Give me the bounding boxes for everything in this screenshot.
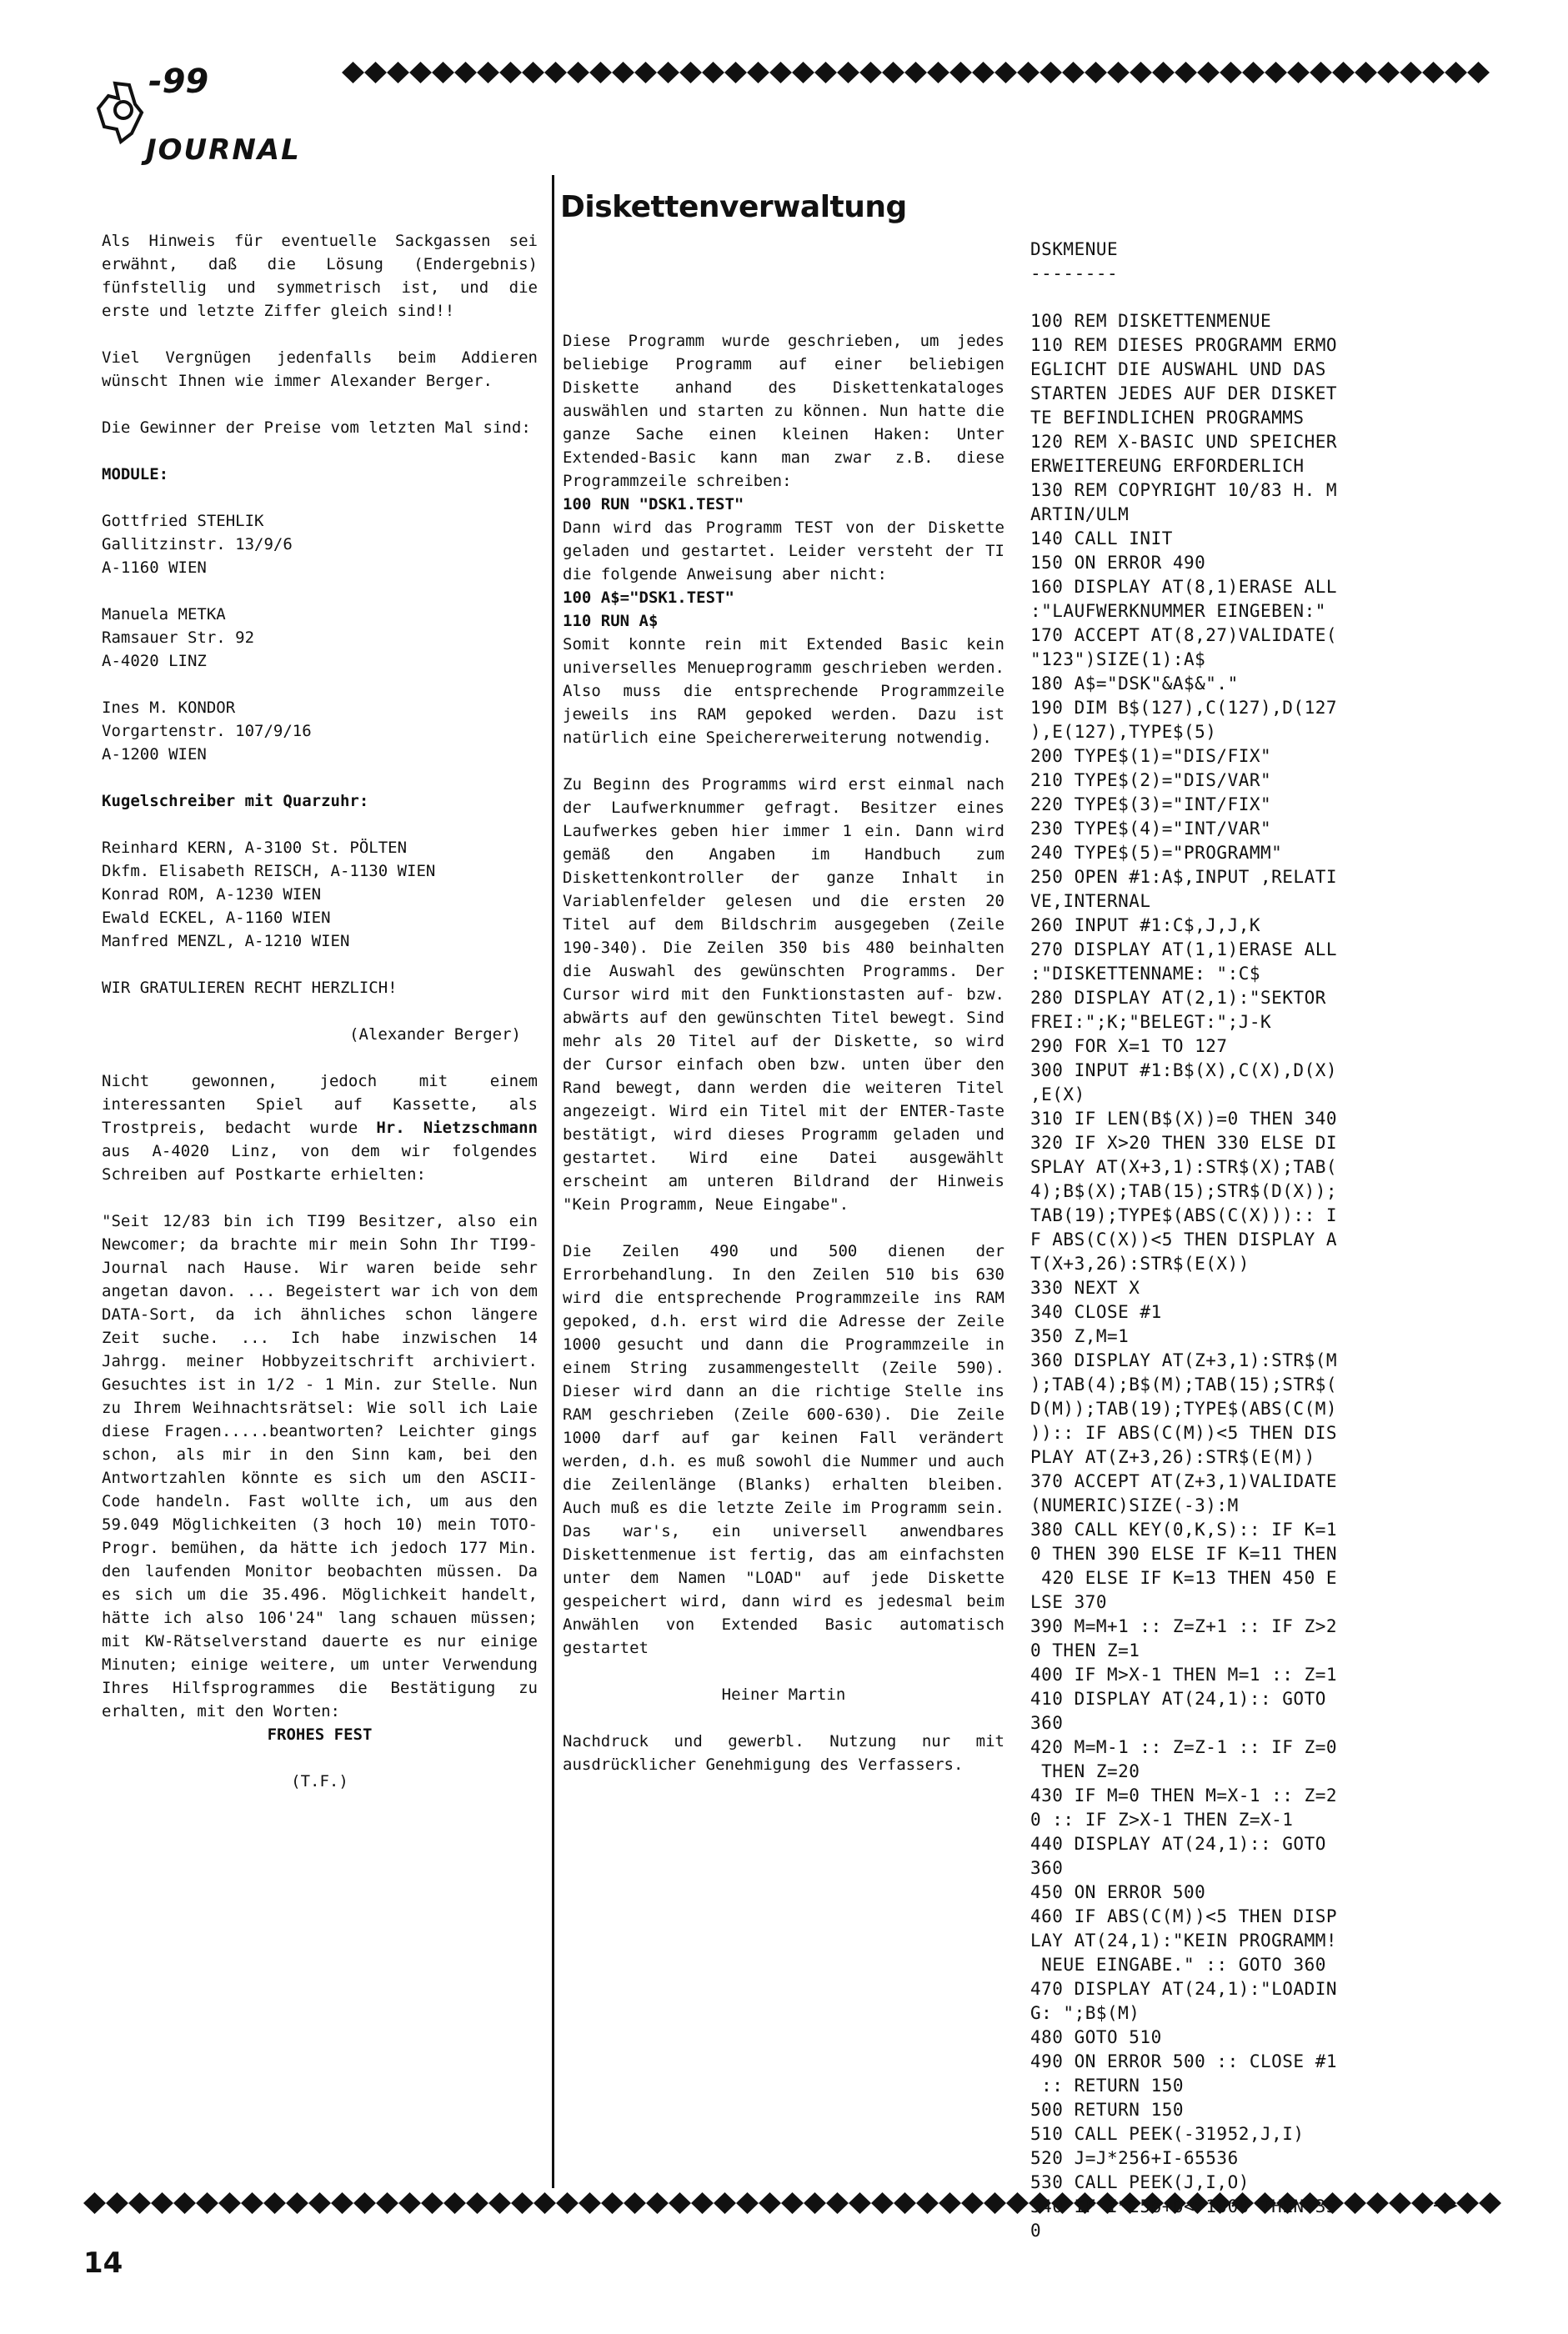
diamond-mark xyxy=(871,2192,894,2214)
diamond-mark xyxy=(151,2192,173,2214)
listing-line: D(M));TAB(19);TYPE$(ABS(C(M) xyxy=(1030,1399,1338,1419)
article-paragraph-1: Diese Programm wurde geschrieben, um jedes beliebige Programm auf einer beliebigen Diskette anhand des Diskettenkataloges auswählen und starten zu können. Nun hatte die ganze Sache einen kleinen Haken: Unter Extended-Basic kann man zwar z.B. diese Programmzeile schreiben: xyxy=(563,332,1014,490)
listing-line: 540 IF I*256+O<>1000 THEN 35 xyxy=(1030,2196,1338,2216)
code-snippet-2: 100 A$="DSK1.TEST" xyxy=(563,589,734,607)
continue-arrow-icon: —▸ xyxy=(1434,2192,1460,2217)
diamond-mark xyxy=(1400,62,1422,83)
diamond-mark xyxy=(939,2192,961,2214)
diamond-mark xyxy=(634,62,657,83)
listing-line: 210 TYPE$(2)="DIS/VAR" xyxy=(1030,770,1272,790)
middle-column xyxy=(563,329,1014,1776)
diamond-mark xyxy=(859,62,882,83)
listing-line: 420 ELSE IF K=13 THEN 450 E xyxy=(1030,1568,1338,1588)
listing-line: 420 M=M-1 :: Z=Z-1 :: IF Z=0 xyxy=(1030,1737,1338,1757)
listing-line: 510 CALL PEEK(-31952,J,I) xyxy=(1030,2124,1305,2144)
listing-line: 350 Z,M=1 xyxy=(1030,1326,1130,1346)
listing-line: 170 ACCEPT AT(8,27)VALIDATE( xyxy=(1030,625,1338,645)
diamond-mark xyxy=(522,62,544,83)
listing-line: VE,INTERNAL xyxy=(1030,891,1151,911)
listing-line: LAY AT(24,1):"KEIN PROGRAMM! xyxy=(1030,1931,1338,1951)
listing-line: :: RETURN 150 xyxy=(1030,2076,1185,2096)
congrats-line: WIR GRATULIEREN RECHT HERZLICH! xyxy=(102,979,398,997)
diamond-mark xyxy=(702,62,724,83)
listing-line: 110 REM DIESES PROGRAMM ERMO xyxy=(1030,335,1338,355)
module-heading: MODULE: xyxy=(102,465,169,483)
diamond-mark xyxy=(432,62,454,83)
diamond-mark xyxy=(1377,62,1400,83)
diamond-mark xyxy=(1006,2192,1029,2214)
signature-tf: (T.F.) xyxy=(291,1772,348,1791)
listing-line: 330 NEXT X xyxy=(1030,1278,1140,1298)
diamond-mark xyxy=(612,62,634,83)
listing-line: STARTEN JEDES AUF DER DISKET xyxy=(1030,383,1338,403)
listing-line: 290 FOR X=1 TO 127 xyxy=(1030,1036,1228,1056)
letter-paragraph: "Seit 12/83 bin ich TI99 Besitzer, also ein Newcomer; da brachte mir mein Sohn Ihr TI99-Journal nach Hause. Wir waren beide sehr angetan davon. ... Begeistert war ich von dem DATA-Sort, da ich ähnliches schon längere Zeit suche. ... Ich habe inzwischen 14 Jahrgg. meiner Hobbyzeitschrift archiviert. Gesuchtes ist in 1/2 - 1 Min. zur Stelle. Nun zu Ihrem Weihnachtsrätsel: Wie soll ich Laie diese Fragen.....beantworten? Leichter gings schon, als mir in den Sinn kam, bei den Antwortzahlen könnte es sich um den ASCII-Code handeln. Fast wollte ich, um aus den 59.049 Möglichkeiten (3 hoch 10) mein TOTO-Progr. bemühen, da hätte ich jedoch 177 Min. den laufenden Monitor beobachten müssen. Da es sich um die 35.496. Möglichkeit handelt, hätte ich also 106'24" lang schauen müssen; mit KW-Rätselverstand dauerte es nur einige Minuten; einige weitere, um unter Verwendung Ihres Hilfsprogrammes die Bestätigung zu erhalten, mit den Worten: xyxy=(102,1212,548,1720)
diamond-mark xyxy=(1479,2192,1501,2214)
diamond-band-top xyxy=(342,60,1509,85)
listing-line: 450 ON ERROR 500 xyxy=(1030,1882,1206,1902)
diamond-mark xyxy=(173,2192,196,2214)
listing-line: TE BEFINDLICHEN PROGRAMMS xyxy=(1030,408,1305,428)
diamond-mark xyxy=(927,62,949,83)
diamond-mark xyxy=(1242,62,1265,83)
pen-heading: Kugelschreiber mit Quarzuhr: xyxy=(102,792,369,810)
diamond-mark xyxy=(714,2192,736,2214)
listing-line: :"LAUFWERKNUMMER EINGEBEN:" xyxy=(1030,601,1326,621)
column-divider xyxy=(552,175,554,2188)
diamond-mark xyxy=(353,2192,376,2214)
listing-line: 130 REM COPYRIGHT 10/83 H. M xyxy=(1030,480,1338,500)
signature-berger: (Alexander Berger) xyxy=(349,1025,521,1044)
greeting-paragraph: Viel Vergnügen jedenfalls beim Addieren wünscht Ihnen wie immer Alexander Berger. xyxy=(102,348,548,390)
diamond-mark xyxy=(849,2192,871,2214)
diamond-mark xyxy=(567,62,589,83)
listing-line: 230 TYPE$(4)="INT/VAR" xyxy=(1030,819,1272,839)
winner-2-name: Manuela METKA xyxy=(102,605,226,624)
listing-line: T(X+3,26):STR$(E(X)) xyxy=(1030,1254,1250,1274)
listing-line: 520 J=J*256+I-65536 xyxy=(1030,2148,1239,2168)
diamond-mark xyxy=(218,2192,241,2214)
diamond-mark xyxy=(1355,62,1377,83)
listing-line: 180 A$="DSK"&A$&"." xyxy=(1030,674,1239,694)
listing-line: 340 CLOSE #1 xyxy=(1030,1302,1162,1322)
diamond-mark xyxy=(1039,62,1062,83)
diamond-mark xyxy=(308,2192,331,2214)
diamond-mark xyxy=(624,2192,646,2214)
listing-title-rule: -------- xyxy=(1030,263,1119,283)
listing-line: 0 THEN 390 ELSE IF K=11 THEN xyxy=(1030,1544,1338,1564)
diamond-mark xyxy=(646,2192,669,2214)
code-snippet-3: 110 RUN A$ xyxy=(563,612,659,630)
code-snippet-1: 100 RUN "DSK1.TEST" xyxy=(563,495,744,513)
winner-2-city: A-4020 LINZ xyxy=(102,652,207,670)
article-paragraph-4: Zu Beginn des Programms wird erst einmal nach der Laufwerknummer gefragt. Besitzer eines Laufwerkes geben hier immer 1 ein. Dann wird gemäß den Angaben im Handbuch zum Diskettenkontroller der ganze Inhalt in Variablenfelder gelesen und die ersten 20 Titel auf dem Bildschrim ausgegeben (Zeile 190-340). Die Zeilen 350 bis 480 beinhalten die Auswahl des gewünschten Programms. Der Cursor wird mit den Funktionstasten auf- bzw. abwärts auf den gewünschten Titel bewegt. Sind mehr als 20 Titel auf der Diskette, so wird der Cursor einfach oben bzw. unten über den Rand bewegt, dann werden die weiteren Titel angezeigt. Wird ein Titel mit der ENTER-Taste bestätigt, wird dieses Programm geladen und gestartet. Wird eine Datei ausgewählt erscheint am unteren Bildrand der Hinweis "Kein Programm, Neue Eingabe". xyxy=(563,775,1014,1214)
diamond-mark xyxy=(196,2192,218,2214)
diamond-mark xyxy=(961,2192,984,2214)
diamond-mark xyxy=(747,62,769,83)
listing-line: 190 DIM B$(127),C(127),D(127 xyxy=(1030,698,1338,718)
masthead-title: -99 xyxy=(148,63,209,101)
winner-3-street: Vorgartenstr. 107/9/16 xyxy=(102,722,312,740)
listing-line: 360 DISPLAY AT(Z+3,1):STR$(M xyxy=(1030,1350,1338,1370)
winner-3-name: Ines M. KONDOR xyxy=(102,699,236,717)
diamond-mark xyxy=(724,62,747,83)
listing-line: 0 xyxy=(1030,2221,1042,2241)
listing-line: 480 GOTO 510 xyxy=(1030,2027,1162,2047)
listing-line: G: ";B$(M) xyxy=(1030,2003,1140,2023)
diamond-mark xyxy=(904,62,927,83)
listing-line: 380 CALL KEY(0,K,S):: IF K=1 xyxy=(1030,1520,1338,1540)
listing-line: 0 :: IF Z>X-1 THEN Z=X-1 xyxy=(1030,1810,1294,1830)
diamond-mark xyxy=(894,2192,916,2214)
diamond-mark xyxy=(1085,62,1107,83)
listing-line: 100 REM DISKETTENMENUE xyxy=(1030,311,1272,331)
diamond-mark xyxy=(556,2192,579,2214)
diamond-mark xyxy=(1062,62,1085,83)
diamond-mark xyxy=(769,62,792,83)
diamond-mark xyxy=(1175,62,1197,83)
diamond-mark xyxy=(263,2192,286,2214)
diamond-mark xyxy=(1197,62,1220,83)
listing-line: )):: IF ABS(C(M))<5 THEN DIS xyxy=(1030,1423,1338,1443)
diamond-mark xyxy=(1220,62,1242,83)
article-paragraph-3: Somit konnte rein mit Extended Basic kein universelles Menueprogramm geschrieben werden. Also muss die entsprechende Programmzeile jeweils ins RAM gepoked werden. Dazu ist natürlich eine Speichererweiterung notwendig. xyxy=(563,635,1014,747)
winner-3-city: A-1200 WIEN xyxy=(102,745,207,764)
listing-line: 530 CALL PEEK(J,I,O) xyxy=(1030,2172,1250,2192)
listing-line: EGLICHT DIE AUSWAHL UND DAS xyxy=(1030,359,1326,379)
listing-line: ARTIN/ULM xyxy=(1030,504,1130,524)
diamond-mark xyxy=(421,2192,443,2214)
winner-highlight: Hr. Nietzschmann xyxy=(376,1119,538,1137)
listing-line: THEN Z=20 xyxy=(1030,1761,1140,1781)
diamond-mark xyxy=(669,2192,691,2214)
pen-winner: Reinhard KERN, A-3100 St. PÖLTEN xyxy=(102,839,408,857)
diamond-mark xyxy=(601,2192,624,2214)
diamond-mark xyxy=(984,2192,1006,2214)
diamond-mark xyxy=(1422,62,1445,83)
listing-line: "123")SIZE(1):A$ xyxy=(1030,649,1206,669)
listing-line: 400 IF M>X-1 THEN M=1 :: Z=1 xyxy=(1030,1665,1338,1685)
pen-winner: Dkfm. Elisabeth REISCH, A-1130 WIEN xyxy=(102,862,436,880)
listing-line: 120 REM X-BASIC UND SPEICHER xyxy=(1030,432,1338,452)
winner-1-city: A-1160 WIEN xyxy=(102,558,207,577)
listing-line: LSE 370 xyxy=(1030,1592,1108,1612)
diamond-mark xyxy=(128,2192,151,2214)
diamond-mark xyxy=(882,62,904,83)
diamond-mark xyxy=(972,62,994,83)
listing-line: :"DISKETTENNAME: ":C$ xyxy=(1030,964,1261,984)
listing-line: 240 TYPE$(5)="PROGRAMM" xyxy=(1030,843,1283,863)
listing-line: F ABS(C(X))<5 THEN DISPLAY A xyxy=(1030,1230,1338,1250)
diamond-mark xyxy=(511,2192,534,2214)
winner-1-name: Gottfried STEHLIK xyxy=(102,512,264,530)
listing-line: NEUE EINGABE." :: GOTO 360 xyxy=(1030,1955,1326,1975)
diamond-mark xyxy=(387,62,409,83)
left-column xyxy=(102,229,548,1793)
listing-line: 160 DISPLAY AT(8,1)ERASE ALL xyxy=(1030,577,1338,597)
diamond-mark xyxy=(1332,62,1355,83)
diamond-mark xyxy=(376,2192,398,2214)
diamond-mark xyxy=(1287,62,1310,83)
listing-line: 320 IF X>20 THEN 330 ELSE DI xyxy=(1030,1133,1338,1153)
diamond-mark xyxy=(106,2192,128,2214)
diamond-mark xyxy=(286,2192,308,2214)
diamond-mark xyxy=(792,62,814,83)
listing-line: 220 TYPE$(3)="INT/FIX" xyxy=(1030,794,1272,814)
listing-line: );TAB(4);B$(M);TAB(15);STR$( xyxy=(1030,1375,1338,1395)
page-number: 14 xyxy=(83,2246,123,2280)
diamond-mark xyxy=(804,2192,826,2214)
listing-line: ,E(X) xyxy=(1030,1084,1085,1104)
diamond-mark xyxy=(241,2192,263,2214)
winner-1-street: Gallitzinstr. 13/9/6 xyxy=(102,535,293,553)
diamond-mark xyxy=(1310,62,1332,83)
diamond-mark xyxy=(691,2192,714,2214)
listing-line: 430 IF M=0 THEN M=X-1 :: Z=2 xyxy=(1030,1786,1338,1806)
listing-lines xyxy=(1030,309,1439,2243)
listing-line: 360 xyxy=(1030,1713,1064,1733)
article-paragraph-2: Dann wird das Programm TEST von der Diskette geladen und gestartet. Leider versteht der TI die folgende Anweisung aber nicht: xyxy=(563,518,1014,584)
listing-line: 470 DISPLAY AT(24,1):"LOADIN xyxy=(1030,1979,1338,1999)
listing-line: 270 DISPLAY AT(1,1)ERASE ALL xyxy=(1030,939,1338,959)
diamond-mark xyxy=(398,2192,421,2214)
listing-line: 390 M=M+1 :: Z=Z+1 :: IF Z>2 xyxy=(1030,1616,1338,1636)
listing-line: 300 INPUT #1:B$(X),C(X),D(X) xyxy=(1030,1060,1338,1080)
not-won-paragraph: Nicht gewonnen, jedoch mit einem interessanten Spiel auf Kassette, als Trostpreis, bedacht wurde Hr. Nietzschmann aus A-4020 Linz, von dem wir folgendes Schreiben auf Postkarte erhielten: xyxy=(102,1072,548,1184)
listing-line: ERWEITEREUNG ERFORDERLICH xyxy=(1030,456,1305,476)
listing-line: 370 ACCEPT AT(Z+3,1)VALIDATE xyxy=(1030,1471,1338,1491)
diamond-mark xyxy=(814,62,837,83)
diamond-mark xyxy=(1017,62,1039,83)
listing-line: 150 ON ERROR 490 xyxy=(1030,553,1206,573)
pen-winner: Konrad ROM, A-1230 WIEN xyxy=(102,885,322,904)
listing-line: ),E(127),TYPE$(5) xyxy=(1030,722,1217,742)
listing-line: SPLAY AT(X+3,1):STR$(X);TAB( xyxy=(1030,1157,1338,1177)
diamond-mark xyxy=(488,2192,511,2214)
diamond-mark xyxy=(837,62,859,83)
diamond-mark xyxy=(331,2192,353,2214)
listing-line: PLAY AT(Z+3,26):STR$(E(M)) xyxy=(1030,1447,1315,1467)
copyright-notice: Nachdruck und gewerbl. Nutzung nur mit ausdrücklicher Genehmigung des Verfassers. xyxy=(563,1732,1014,1774)
diamond-mark xyxy=(499,62,522,83)
diamond-mark xyxy=(477,62,499,83)
listing-title: DSKMENUE xyxy=(1030,239,1119,259)
article-heading: Diskettenverwaltung xyxy=(560,190,907,224)
diamond-mark xyxy=(1107,62,1130,83)
listing-line: 410 DISPLAY AT(24,1):: GOTO xyxy=(1030,1689,1326,1709)
listing-line: 280 DISPLAY AT(2,1):"SEKTOR xyxy=(1030,988,1326,1008)
listing-line: 140 CALL INIT xyxy=(1030,528,1173,548)
diamond-mark xyxy=(579,2192,601,2214)
listing-line: 4);B$(X);TAB(15);STR$(D(X)); xyxy=(1030,1181,1338,1201)
diamond-mark xyxy=(443,2192,466,2214)
diamond-mark xyxy=(1130,62,1152,83)
listing-line: (NUMERIC)SIZE(-3):M xyxy=(1030,1495,1239,1515)
listing-line: 0 THEN Z=1 xyxy=(1030,1640,1140,1660)
listing-line: 360 xyxy=(1030,1858,1064,1878)
diamond-mark xyxy=(83,2192,106,2214)
diamond-mark xyxy=(1152,62,1175,83)
diamond-mark xyxy=(342,62,364,83)
diamond-mark xyxy=(409,62,432,83)
diamond-mark xyxy=(736,2192,759,2214)
listing-line: 440 DISPLAY AT(24,1):: GOTO xyxy=(1030,1834,1326,1854)
diamond-mark xyxy=(534,2192,556,2214)
winner-2-street: Ramsauer Str. 92 xyxy=(102,629,255,647)
listing-line: 260 INPUT #1:C$,J,J,K xyxy=(1030,915,1261,935)
intro-paragraph: Als Hinweis für eventuelle Sackgassen sei erwähnt, daß die Lösung (Endergebnis) fünfstellig und symmetrisch ist, und die erste und letzte Ziffer gleich sind!! xyxy=(102,232,548,320)
diamond-mark xyxy=(589,62,612,83)
listing-line: FREI:";K;"BELEGT:";J-K xyxy=(1030,1012,1272,1032)
listing-line: 200 TYPE$(1)="DIS/FIX" xyxy=(1030,746,1272,766)
pen-winner: Ewald ECKEL, A-1160 WIEN xyxy=(102,909,331,927)
listing-line: 460 IF ABS(C(M))<5 THEN DISP xyxy=(1030,1906,1338,1926)
diamond-mark xyxy=(466,2192,488,2214)
program-listing xyxy=(1030,238,1439,2243)
diamond-mark xyxy=(994,62,1017,83)
diamond-mark xyxy=(657,62,679,83)
winners-intro: Die Gewinner der Preise vom letzten Mal sind: xyxy=(102,418,531,437)
listing-line: 310 IF LEN(B$(X))=0 THEN 340 xyxy=(1030,1109,1338,1129)
listing-line: 490 ON ERROR 500 :: CLOSE #1 xyxy=(1030,2051,1338,2071)
listing-line: TAB(19);TYPE$(ABS(C(X))):: I xyxy=(1030,1205,1338,1225)
diamond-mark xyxy=(544,62,567,83)
diamond-mark xyxy=(949,62,972,83)
diamond-mark xyxy=(1265,62,1287,83)
diamond-mark xyxy=(759,2192,781,2214)
diamond-mark xyxy=(1467,62,1490,83)
diamond-mark xyxy=(826,2192,849,2214)
diamond-mark xyxy=(364,62,387,83)
diamond-mark xyxy=(454,62,477,83)
pen-winner: Manfred MENZL, A-1210 WIEN xyxy=(102,932,350,950)
article-paragraph-5: Die Zeilen 490 und 500 dienen der Errorbehandlung. In den Zeilen 510 bis 630 wird die entsprechende Programmzeile ins RAM gepoked, d.h. erst wird die Adresse der Zeile 1000 gesucht und dann die Programmzeile in einem String zusammengestellt (Zeile 590). Dieser wird dann an die richtige Stelle ins RAM geschrieben (Zeile 600-630). Die Zeile 1000 darf auf gar keinen Fall verändert werden, d.h. es muß sowohl die Nummer und auch die Zeilenlänge (Blanks) erhalten bleiben. Auch muß es die letzte Zeile im Programm sein. Das war's, ein universell anwendbares Diskettenmenue ist fertig, das am einfachsten unter dem Namen "LOAD" auf jede Diskette gespeichert wird, dann wird es jedesmal beim Anwählen von Extended Basic automatisch gestartet xyxy=(563,1242,1014,1657)
listing-line: 250 OPEN #1:A$,INPUT ,RELATI xyxy=(1030,867,1338,887)
listing-line: 500 RETURN 150 xyxy=(1030,2100,1185,2120)
diamond-mark xyxy=(916,2192,939,2214)
frohes-fest: FROHES FEST xyxy=(267,1725,373,1744)
diamond-mark xyxy=(679,62,702,83)
masthead-subtitle: JOURNAL xyxy=(146,133,301,167)
diamond-mark xyxy=(1445,62,1467,83)
article-author: Heiner Martin xyxy=(721,1685,846,1704)
diamond-mark xyxy=(781,2192,804,2214)
